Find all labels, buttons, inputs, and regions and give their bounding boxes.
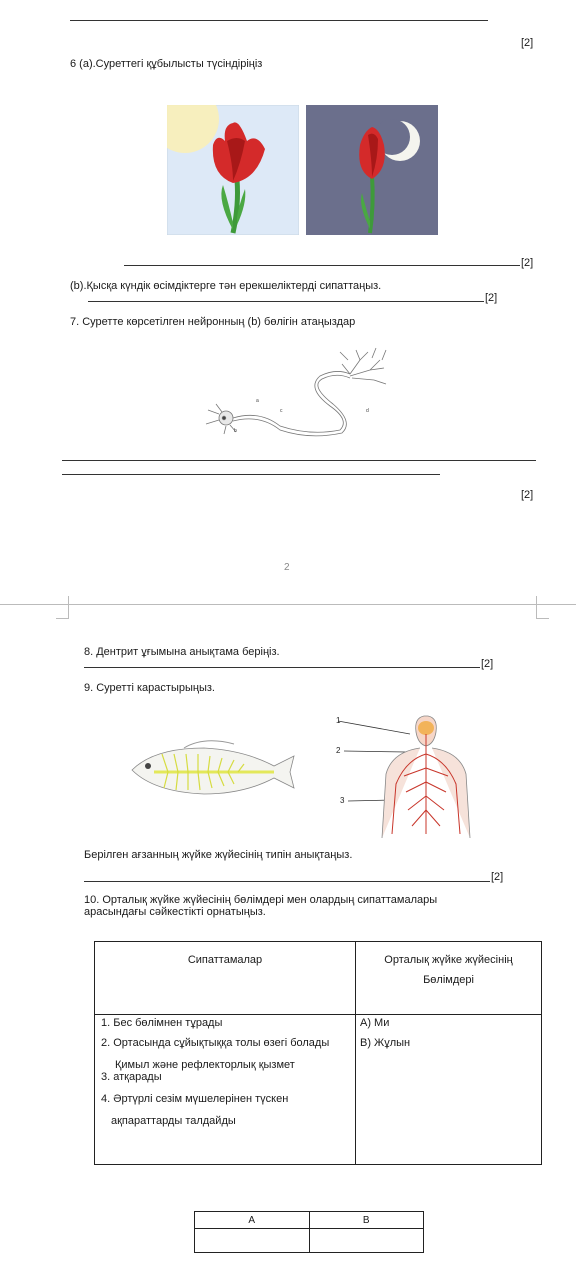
header-cns-line1: Орталық жүйке жүйесінің	[384, 954, 513, 966]
body-label-2: 2	[336, 746, 341, 755]
question-6b: (b).Қысқа күндік өсімдіктерге тән ерекшеліктерді сипаттаңыз.	[70, 280, 382, 292]
body-label-1: 1	[336, 716, 341, 725]
question-7: 7. Суретте көрсетілген нейронның (b) бөлігін атаңыздар	[70, 316, 356, 328]
page-corner-right	[536, 596, 549, 619]
human-nervous-system-image	[336, 714, 496, 840]
answer-cell-b[interactable]	[309, 1229, 424, 1253]
answer-line-7a	[62, 460, 536, 461]
item-4-line2: ақпараттарды талдайды	[111, 1115, 236, 1127]
question-10-line2: арасындағы сәйкестікті орнатыңыз.	[84, 906, 266, 918]
neuron-diagram	[200, 340, 400, 440]
neuron-label-a: a	[256, 398, 259, 404]
mark-8: [2]	[481, 658, 494, 670]
tulip-night-image	[306, 105, 438, 235]
table-header-characteristics	[95, 942, 356, 1015]
tulip-day-image	[167, 105, 299, 235]
mark-7: [2]	[521, 489, 534, 501]
item-2: 2. Ортасында сұйықтыққа толы өзегі болады	[101, 1037, 330, 1049]
answer-line-6a	[124, 265, 520, 266]
option-b: В) Жұлын	[360, 1037, 411, 1049]
question-9: 9. Суретті карастырыңыз.	[84, 682, 215, 694]
neuron-label-b: b	[234, 428, 237, 434]
item-1: 1. Бес бөлімнен тұрады	[101, 1017, 223, 1029]
top-rule	[70, 20, 488, 21]
item-3-line1: Қимыл және рефлекторлық қызмет	[115, 1059, 295, 1071]
answer-line-8	[84, 667, 480, 668]
answer-header-b: В	[309, 1212, 424, 1229]
option-a: А) Ми	[360, 1017, 390, 1029]
page-break	[0, 604, 576, 605]
header-cns-line2: Бөлімдері	[423, 974, 474, 986]
fish-nervous-system-image	[124, 734, 296, 804]
top-mark: [2]	[521, 37, 534, 49]
matching-table	[94, 941, 542, 1165]
item-4-line1: 4. Әртүрлі сезім мүшелерінен түскен	[101, 1093, 289, 1105]
answer-line-6b	[88, 301, 484, 302]
table-items-cell	[95, 1015, 356, 1165]
answer-line-7b	[62, 474, 440, 475]
body-label-3: 3	[340, 796, 345, 805]
answer-cell-a[interactable]	[195, 1229, 310, 1253]
item-3-line2: 3. атқарады	[101, 1071, 162, 1083]
header-characteristics-text: Сипаттамалар	[187, 954, 263, 966]
neuron-label-d: d	[366, 408, 369, 414]
page-number: 2	[284, 562, 290, 573]
mark-6b: [2]	[485, 292, 498, 304]
question-8: 8. Дентрит ұғымына анықтама беріңіз.	[84, 646, 280, 658]
table-header-cns-parts	[356, 942, 542, 1015]
answer-header-a: А	[195, 1212, 310, 1229]
question-9-task: Берілген ағзанның жүйке жүйесінің типін анықтаңыз.	[84, 849, 353, 861]
answer-table	[194, 1211, 424, 1253]
table-options-cell	[356, 1015, 542, 1165]
mark-6a: [2]	[521, 257, 534, 269]
mark-9: [2]	[491, 871, 504, 883]
answer-line-9	[84, 881, 490, 882]
neuron-label-c: c	[280, 408, 283, 414]
question-6a: 6 (а).Суреттегі құбылысты түсіндіріңіз	[70, 58, 263, 70]
page-corner-left	[56, 596, 69, 619]
question-10-line1: 10. Орталық жүйке жүйесінің бөлімдері мен олардың сипаттамалары	[84, 894, 438, 906]
